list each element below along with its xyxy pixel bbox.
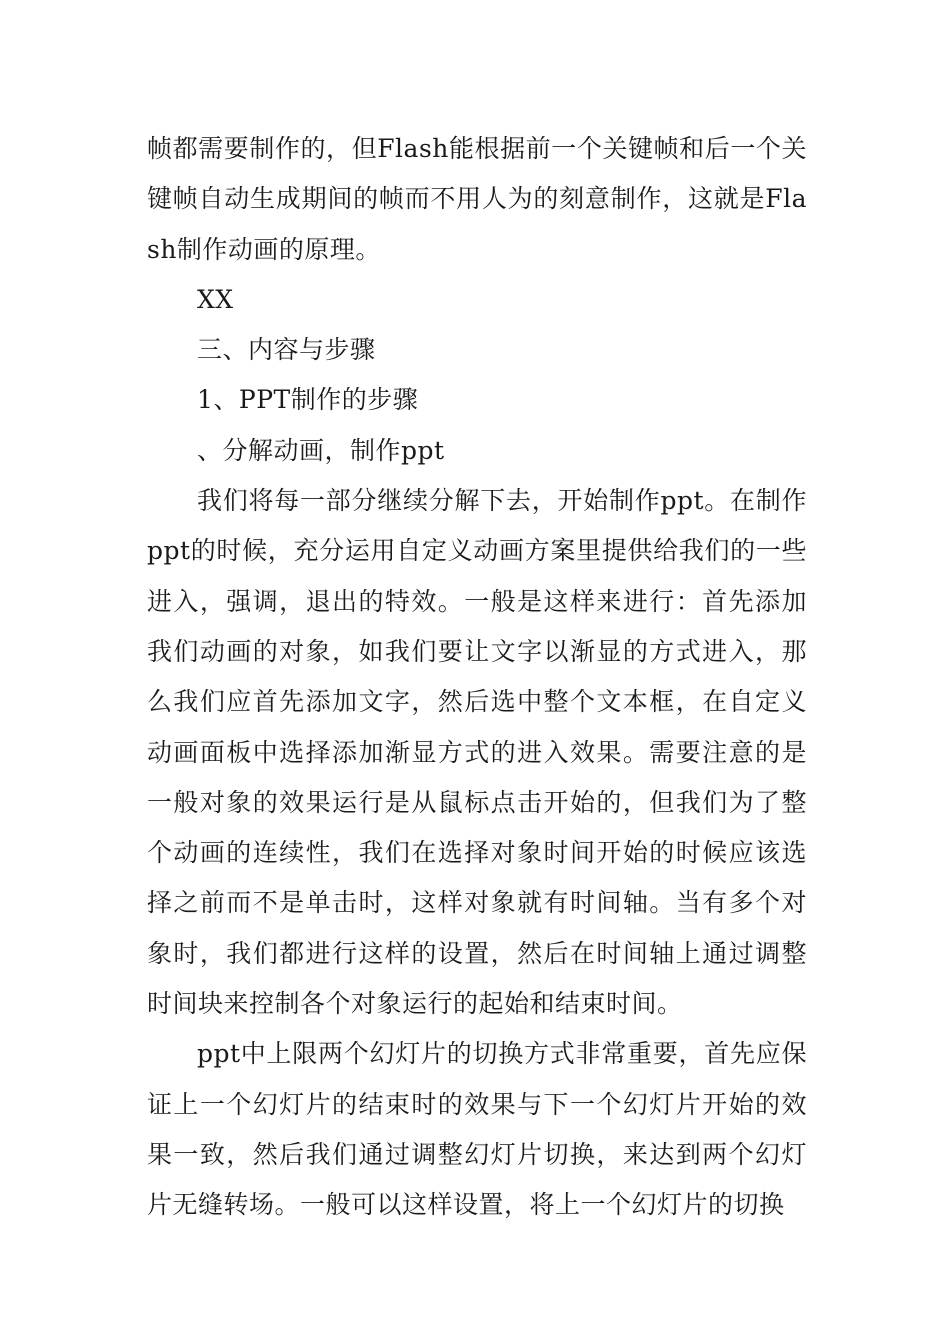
subheading-ppt-steps: 1、PPT制作的步骤 — [197, 385, 419, 415]
section-heading-content-steps: 三、内容与步骤 — [197, 335, 376, 365]
paragraph-flash-principle: 帧都需要制作的，但Flash能根据前一个关键帧和后一个关键帧自动生成期间的帧而不用人为的刻意制作，这就是Flash制作动画的原理。 — [147, 134, 807, 264]
subheading-decompose-animation: 、分解动画，制作ppt — [197, 435, 445, 465]
paragraph-xx: XX — [197, 284, 234, 314]
paragraph-custom-animation: 我们将每一部分继续分解下去，开始制作ppt。在制作ppt的时候，充分运用自定义动画方案里提供给我们的一些进入，强调，退出的特效。一般是这样来进行：首先添加我们动画的对象，如我们要让文字以渐显的方式进入，那么我们应首先添加文字，然后选中整个文本框，在自定义动画面板中选择添加渐显方式的进入效果。需要注意的是一般对象的效果运行是从鼠标点击开始的，但我们为了整个动画的连续性，我们在选择对象时间开始的时候应该选择之前而不是单击时，这样对象就有时间轴。当有多个对象时，我们都进行这样的设置，然后在时间轴上通过调整时间块来控制各个对象运行的起始和结束时间。 — [147, 486, 807, 1019]
document-body — [147, 124, 807, 1231]
paragraph-slide-transition: ppt中上限两个幻灯片的切换方式非常重要，首先应保证上一个幻灯片的结束时的效果与下一个幻灯片开始的效果一致，然后我们通过调整幻灯片切换，来达到两个幻灯片无缝转场。一般可以这样设置，将上一个幻灯片的切换 — [147, 1039, 807, 1220]
